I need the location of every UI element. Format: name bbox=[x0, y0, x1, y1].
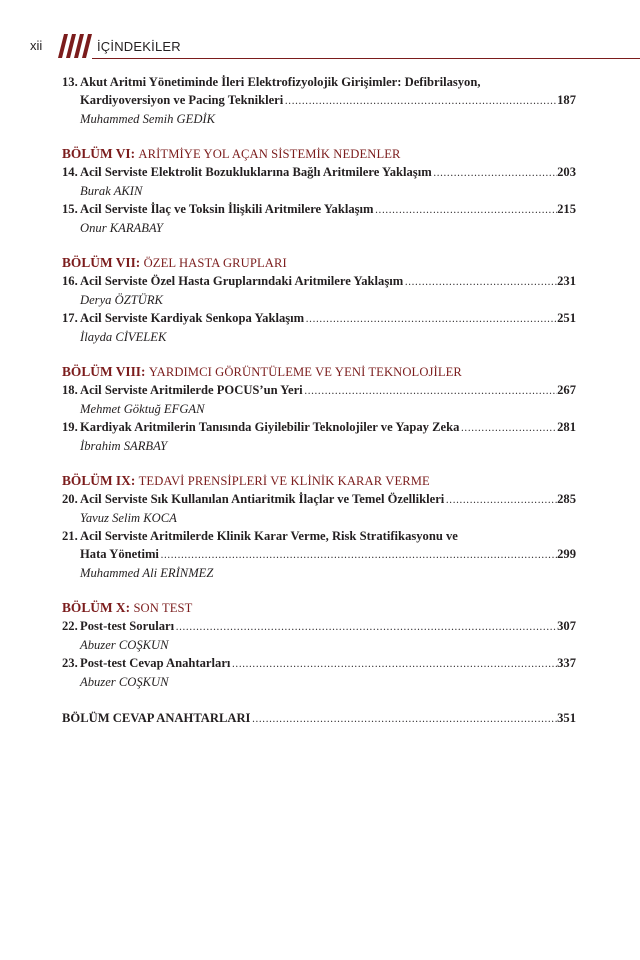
entry-page-number: 351 bbox=[557, 711, 576, 725]
toc-entry-line bbox=[62, 272, 576, 292]
entry-page-number: 307 bbox=[557, 619, 576, 633]
entry-page-number: 285 bbox=[557, 492, 576, 506]
section-name: SON TEST bbox=[133, 601, 193, 615]
toc-entry-line bbox=[62, 309, 576, 329]
page-header bbox=[0, 34, 640, 60]
toc-entry-first-line bbox=[62, 73, 576, 91]
entry-page-number: 337 bbox=[557, 656, 576, 670]
section-heading bbox=[62, 599, 576, 617]
table-of-contents bbox=[62, 73, 576, 729]
toc-entry-13[interactable] bbox=[62, 73, 576, 128]
toc-entry-line bbox=[62, 381, 576, 401]
entry-title: Acil Serviste Kardiyak Senkopa Yaklaşım bbox=[80, 311, 305, 325]
toc-section-viii bbox=[62, 363, 576, 455]
entry-number: 14. bbox=[62, 165, 78, 179]
header-rule bbox=[92, 58, 640, 59]
dot-leader bbox=[444, 490, 557, 510]
dot-leader bbox=[230, 654, 557, 674]
toc-entry-line bbox=[62, 418, 576, 438]
toc-entry-17[interactable] bbox=[62, 309, 576, 346]
section-part-label: BÖLÜM VIII: bbox=[62, 364, 146, 379]
entry-number: 17. bbox=[62, 311, 78, 325]
page-number: xii bbox=[30, 38, 43, 53]
dot-leader bbox=[174, 617, 557, 637]
entry-page-number: 203 bbox=[557, 165, 576, 179]
toc-final-block bbox=[62, 709, 576, 729]
toc-entry-16[interactable] bbox=[62, 272, 576, 309]
section-part-label: BÖLÜM VI: bbox=[62, 146, 136, 161]
entry-number: 23. bbox=[62, 656, 78, 670]
entry-page-number: 231 bbox=[557, 274, 576, 288]
section-part-label: BÖLÜM VII: bbox=[62, 255, 141, 270]
entry-page-number: 267 bbox=[557, 383, 576, 397]
section-name: ARİTMİYE YOL AÇAN SİSTEMİK NEDENLER bbox=[138, 147, 401, 161]
entry-page-number: 215 bbox=[557, 202, 576, 216]
entry-title: Kardiyak Aritmilerin Tanısında Giyilebilir Teknolojiler ve Yapay Zeka bbox=[80, 420, 460, 434]
entry-title: Acil Serviste Sık Kullanılan Antiaritmik İlaçlar ve Temel Özellikleri bbox=[80, 492, 445, 506]
dot-leader bbox=[159, 545, 557, 565]
entry-number: 20. bbox=[62, 492, 78, 506]
entry-author: İbrahim SARBAY bbox=[80, 439, 168, 453]
section-name: ÖZEL HASTA GRUPLARI bbox=[143, 256, 287, 270]
entry-author: Muhammed Ali ERİNMEZ bbox=[80, 566, 214, 580]
toc-entry-23[interactable] bbox=[62, 654, 576, 691]
toc-entry-14[interactable] bbox=[62, 163, 576, 200]
dot-leader bbox=[304, 309, 557, 329]
toc-entry-second-line bbox=[62, 545, 576, 565]
entry-page-number: 187 bbox=[557, 93, 576, 107]
entry-number: 22. bbox=[62, 619, 78, 633]
entry-author: Abuzer COŞKUN bbox=[80, 638, 169, 652]
entry-title-line2: Hata Yönetimi bbox=[80, 547, 159, 561]
toc-entry-21[interactable] bbox=[62, 527, 576, 582]
entry-author: Onur KARABAY bbox=[80, 221, 163, 235]
section-part-label: BÖLÜM IX: bbox=[62, 473, 136, 488]
entry-number: 13. bbox=[62, 75, 78, 89]
dot-leader bbox=[459, 418, 557, 438]
entry-number: 15. bbox=[62, 202, 78, 216]
entry-author: Burak AKIN bbox=[80, 184, 143, 198]
dot-leader bbox=[303, 381, 557, 401]
toc-entry-line bbox=[62, 490, 576, 510]
toc-entry-22[interactable] bbox=[62, 617, 576, 654]
entry-title-line2: Kardiyoversiyon ve Pacing Teknikleri bbox=[80, 93, 284, 107]
section-name: YARDIMCI GÖRÜNTÜLEME VE YENİ TEKNOLOJİLER bbox=[148, 365, 462, 379]
header-stripes-icon bbox=[58, 34, 92, 58]
entry-title: Acil Serviste Elektrolit Bozukluklarına Bağlı Aritmilere Yaklaşım bbox=[80, 165, 432, 179]
entry-number: 19. bbox=[62, 420, 78, 434]
header-title: İÇİNDEKİLER bbox=[97, 39, 181, 54]
section-part-label: BÖLÜM X: bbox=[62, 600, 131, 615]
dot-leader bbox=[374, 200, 558, 220]
toc-entry-first-line bbox=[62, 527, 576, 545]
entry-number: 16. bbox=[62, 274, 78, 288]
toc-entry-line bbox=[62, 617, 576, 637]
entry-title: Post-test Cevap Anahtarları bbox=[80, 656, 231, 670]
entry-title: Acil Serviste İlaç ve Toksin İlişkili Aritmilere Yaklaşım bbox=[80, 202, 374, 216]
toc-entry-19[interactable] bbox=[62, 418, 576, 455]
entry-title-line1: Acil Serviste Aritmilerde Klinik Karar Verme, Risk Stratifikasyonu ve bbox=[80, 529, 458, 543]
entry-page-number: 281 bbox=[557, 420, 576, 434]
entry-title: Acil Serviste Aritmilerde POCUS’un Yeri bbox=[80, 383, 303, 397]
dot-leader bbox=[403, 272, 557, 292]
toc-section-ix bbox=[62, 472, 576, 582]
toc-entry-answer-keys[interactable] bbox=[62, 709, 576, 729]
toc-entry-20[interactable] bbox=[62, 490, 576, 527]
toc-entry-line bbox=[62, 654, 576, 674]
toc-section-vii bbox=[62, 254, 576, 346]
entry-page-number: 299 bbox=[557, 547, 576, 561]
toc-entry-second-line bbox=[62, 91, 576, 111]
entry-page-number: 251 bbox=[557, 311, 576, 325]
entry-number: 18. bbox=[62, 383, 78, 397]
toc-entry-line bbox=[62, 709, 576, 729]
section-name: TEDAVİ PRENSİPLERİ VE KLİNİK KARAR VERME bbox=[138, 474, 430, 488]
toc-entry-line bbox=[62, 200, 576, 220]
entry-author: Muhammed Semih GEDİK bbox=[80, 112, 216, 126]
section-heading bbox=[62, 363, 576, 381]
toc-entry-18[interactable] bbox=[62, 381, 576, 418]
toc-intro-block bbox=[62, 73, 576, 128]
entry-title: Acil Serviste Özel Hasta Gruplarındaki Aritmilere Yaklaşım bbox=[80, 274, 404, 288]
entry-author: Derya ÖZTÜRK bbox=[80, 293, 163, 307]
entry-title: BÖLÜM CEVAP ANAHTARLARI bbox=[62, 711, 251, 725]
entry-title: Post-test Soruları bbox=[80, 619, 175, 633]
section-heading bbox=[62, 254, 576, 272]
entry-author: Yavuz Selim KOCA bbox=[80, 511, 177, 525]
entry-author: Mehmet Göktuğ EFGAN bbox=[80, 402, 205, 416]
toc-entry-15[interactable] bbox=[62, 200, 576, 237]
dot-leader bbox=[432, 163, 557, 183]
toc-section-vi bbox=[62, 145, 576, 237]
entry-author: İlayda CİVELEK bbox=[80, 330, 167, 344]
entry-number: 21. bbox=[62, 529, 78, 543]
section-heading bbox=[62, 472, 576, 490]
entry-title-line1: Akut Aritmi Yönetiminde İleri Elektrofizyolojik Girişimler: Defibrilasyon, bbox=[80, 75, 481, 89]
entry-author: Abuzer COŞKUN bbox=[80, 675, 169, 689]
dot-leader bbox=[283, 91, 557, 111]
dot-leader bbox=[250, 709, 557, 729]
toc-section-x bbox=[62, 599, 576, 691]
toc-entry-line bbox=[62, 163, 576, 183]
section-heading bbox=[62, 145, 576, 163]
